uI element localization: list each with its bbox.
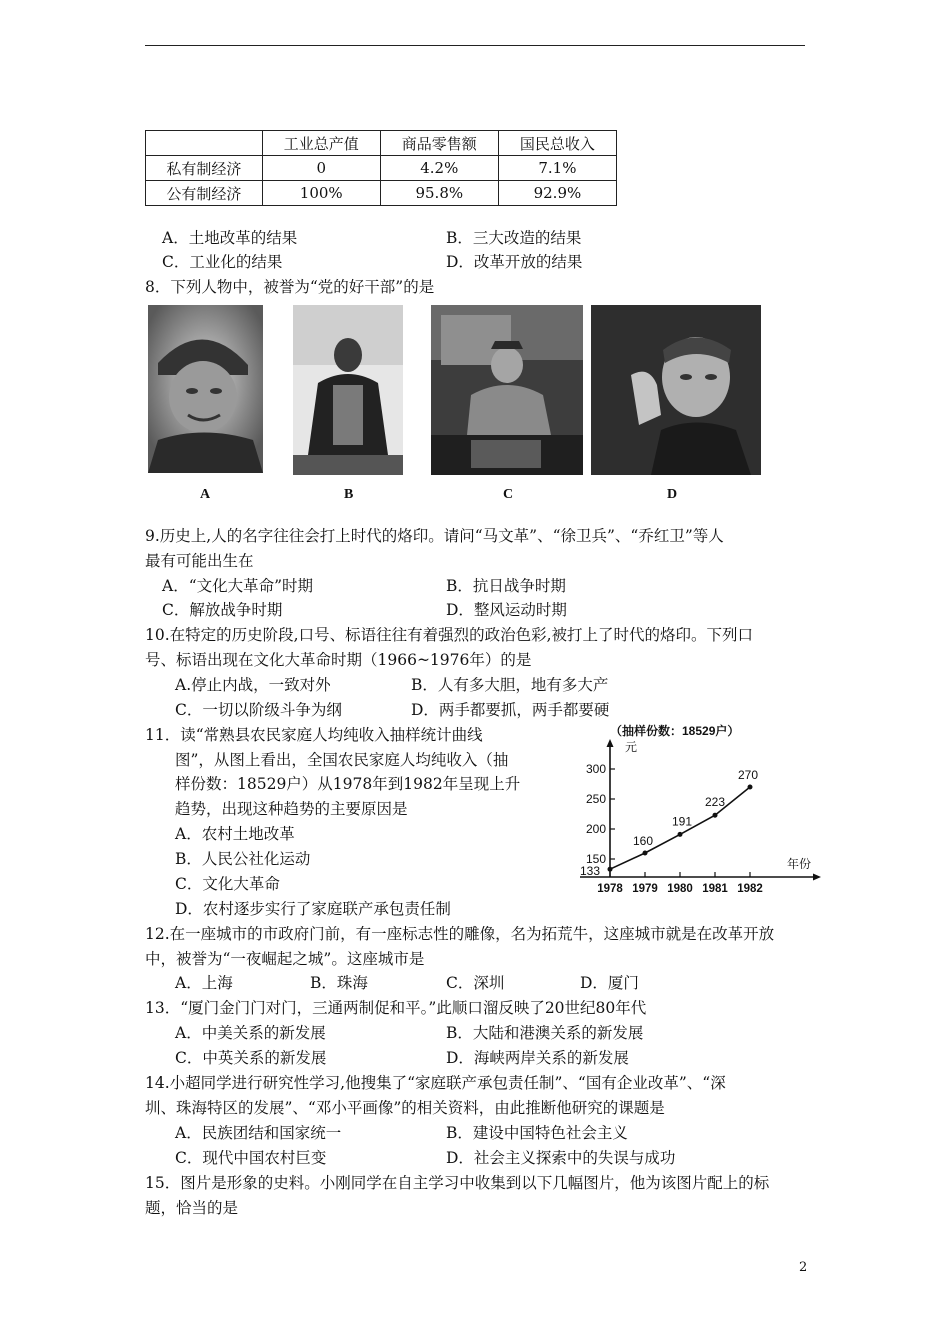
chart-ytick-label: 300 — [585, 762, 606, 776]
q12-option-d: D．厦门 — [580, 974, 639, 992]
table-cell: 4.2% — [380, 156, 498, 181]
table-header-cell: 国民总收入 — [498, 131, 616, 156]
q9-option-b: B．抗日战争时期 — [446, 577, 566, 595]
photo-b — [293, 305, 403, 475]
chart-xtick-label: 1981 — [702, 883, 728, 895]
chart-xtick-label: 1979 — [632, 883, 658, 895]
table-cell: 0 — [262, 156, 380, 181]
q10-option-b: B．人有多大胆，地有多大产 — [411, 676, 609, 694]
q14-stem-line2: 圳、珠海特区的发展”、“邓小平画像”的相关资料，由此推断他研究的课题是 — [145, 1099, 665, 1117]
q7-option-a: A．土地改革的结果 — [162, 229, 298, 247]
table-cell: 95.8% — [380, 181, 498, 206]
table-header-row — [146, 131, 617, 156]
q12-option-c: C．深圳 — [446, 974, 505, 992]
economy-table — [145, 130, 617, 206]
table-header-cell: 工业总产值 — [262, 131, 380, 156]
q11-stem-line1: 11．读“常熟县农民家庭人均纯收入抽样统计曲线 — [145, 726, 483, 744]
q9-option-d: D．整风运动时期 — [446, 601, 567, 619]
q14-option-d: D．社会主义探索中的失误与成功 — [446, 1149, 676, 1167]
header-rule — [145, 45, 805, 46]
q14-option-c: C．现代中国农村巨变 — [175, 1149, 327, 1167]
chart-x-arrow — [813, 874, 821, 881]
q9-stem-line2: 最有可能出生在 — [145, 552, 254, 570]
photo-label-b: B — [344, 487, 354, 502]
chart-data-label: 133 — [580, 864, 601, 879]
table-header-cell — [146, 131, 263, 156]
q11-stem-line4: 趋势，出现这种趋势的主要原因是 — [175, 800, 408, 818]
q8-stem: 8．下列人物中，被誉为“党的好干部”的是 — [145, 278, 435, 296]
chart-xlabel: 年份 — [787, 857, 812, 871]
q13-stem: 13．“厦门金门门对门，三通两制促和平。”此顺口溜反映了20世纪80年代 — [145, 999, 647, 1017]
q7-option-d: D．改革开放的结果 — [446, 253, 583, 271]
q13-option-b: B．大陆和港澳关系的新发展 — [446, 1024, 644, 1042]
q10-stem-line2: 号、标语出现在文化大革命时期（1966~1976年）的是 — [145, 651, 532, 669]
chart-data-label: 160 — [633, 834, 654, 848]
table-row — [146, 156, 617, 181]
q15-stem-line2: 题，恰当的是 — [145, 1199, 239, 1217]
q11-stem-line2: 图”，从图上看出，全国农民家庭人均纯收入（抽 — [175, 751, 509, 769]
chart-title: （抽样份数：18529户） — [610, 724, 740, 738]
photo-c — [431, 305, 583, 475]
q11-option-a: A．农村土地改革 — [175, 825, 295, 843]
q10-option-c: C．一切以阶级斗争为纲 — [175, 701, 342, 719]
q12-stem-line1: 12.在一座城市的市政府门前，有一座标志性的雕像，名为拓荒牛，这座城市就是在改革开放 — [145, 925, 775, 943]
q10-stem-line1: 10.在特定的历史阶段,口号、标语往往有着强烈的政治色彩,被打上了时代的烙印。下列口 — [145, 626, 754, 644]
q11-option-c: C．文化大革命 — [175, 875, 280, 893]
q14-stem-line1: 14.小超同学进行研究性学习,他搜集了“家庭联产承包责任制”、“国有企业改革”、“深 — [145, 1074, 726, 1092]
chart-data-point — [608, 867, 613, 872]
chart-ytick-label: 200 — [585, 822, 606, 836]
q12-option-b: B．珠海 — [310, 974, 368, 992]
table-cell: 公有制经济 — [146, 181, 263, 206]
table-header-cell: 商品零售额 — [380, 131, 498, 156]
chart-data-point — [748, 785, 753, 790]
photo-label-d: D — [667, 487, 678, 502]
q12-option-a: A．上海 — [175, 974, 233, 992]
q7-option-b: B．三大改造的结果 — [446, 229, 582, 247]
q13-option-a: A．中美关系的新发展 — [175, 1024, 326, 1042]
q7-option-c: C．工业化的结果 — [162, 253, 283, 271]
page-number: 2 — [799, 1260, 808, 1275]
chart-ytick-label: 150 — [585, 852, 606, 866]
chart-xtick-label: 1980 — [667, 883, 693, 895]
q10-option-a: A.停止内战，一致对外 — [175, 676, 331, 694]
q14-option-a: A．民族团结和国家统一 — [175, 1124, 342, 1142]
chart-xtick-label: 1982 — [737, 883, 763, 895]
q9-option-a: A．“文化大革命”时期 — [162, 577, 314, 595]
q9-stem-line1: 9.历史上,人的名字往往会打上时代的烙印。请问“马文革”、“徐卫兵”、“乔红卫”等人 — [145, 527, 724, 545]
chart-data-point — [678, 832, 683, 837]
chart-ylabel: 元 — [625, 740, 638, 754]
q11-option-b: B．人民公社化运动 — [175, 850, 311, 868]
q14-option-b: B．建设中国特色社会主义 — [446, 1124, 628, 1142]
photo-a — [148, 305, 263, 473]
table-row — [146, 181, 617, 206]
photo-label-c: C — [503, 487, 514, 502]
photo-label-a: A — [200, 487, 211, 502]
photo-d — [591, 305, 761, 475]
q12-stem-line2: 中，被誉为“一夜崛起之城”。这座城市是 — [145, 950, 425, 968]
chart-data-point — [713, 813, 718, 818]
q9-option-c: C．解放战争时期 — [162, 601, 283, 619]
q13-option-c: C．中英关系的新发展 — [175, 1049, 327, 1067]
chart-data-label: 223 — [705, 795, 726, 810]
q15-stem-line1: 15．图片是形象的史料。小刚同学在自主学习中收集到以下几幅图片，他为该图片配上的标 — [145, 1174, 770, 1192]
table-cell: 92.9% — [498, 181, 616, 206]
q11-option-d: D．农村逐步实行了家庭联产承包责任制 — [175, 900, 451, 918]
chart-data-point — [643, 851, 648, 856]
chart-ytick-label: 250 — [585, 792, 606, 806]
income-chart — [565, 715, 825, 895]
table-cell: 7.1% — [498, 156, 616, 181]
chart-data-label: 191 — [672, 814, 693, 829]
q11-stem-line3: 样份数：18529户）从1978年到1982年呈现上升 — [175, 775, 521, 793]
chart-data-label: 270 — [738, 768, 759, 782]
q13-option-d: D．海峡两岸关系的新发展 — [446, 1049, 629, 1067]
chart-xtick-label: 1978 — [597, 883, 623, 895]
table-cell: 100% — [262, 181, 380, 206]
table-cell: 私有制经济 — [146, 156, 263, 181]
q10-option-d: D．两手都要抓，两手都要硬 — [411, 701, 610, 719]
chart-y-arrow — [607, 739, 614, 747]
